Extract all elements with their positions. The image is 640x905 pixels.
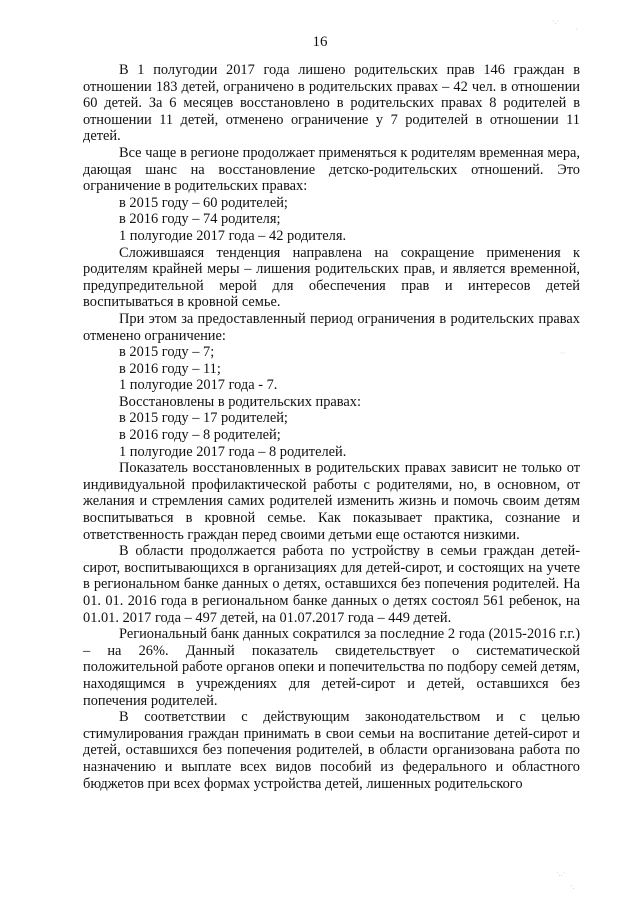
list-item-restored-2015: в 2015 году – 17 родителей; [119,410,288,427]
paragraph-databank-reduction: Региональный банк данных сократился за последние 2 года (2015-2016 г.г.) – на 26%. Данный показатель свидетельствует о систематической положительной работе органов опеки и попечительства по подбору семей детям, находящимся в учреждениях для детей-сирот и детей, оставшихся без попечения родителей. [83,626,580,709]
scan-noise: ·. [570,882,575,891]
paragraph-temporary-measure: Все чаще в регионе продолжает применяться к родителям временная мера, дающая шанс на восстановление детско-родительских отношений. Это ограничение в родительских правах: [83,144,580,195]
scan-noise: · [575,25,578,34]
scan-noise: ·· [560,349,566,358]
list-heading-restored: Восстановлены в родительских правах: [119,393,361,410]
scan-noise: ·..· [556,869,566,878]
list-item-lifted-2015: в 2015 году – 7; [119,344,215,361]
paragraph-indicator: Показатель восстановленных в родительских правах зависит не только от индивидуальной профилактической работы с родителями, но, в основном, от желания и стремления самих родителей изменить жизнь и помочь своим детям воспитываться в кровной семье. Как показывает практика, сознание и ответственность граждан перед своими детьми еще остаются низкими. [83,460,580,543]
document-body [83,62,580,792]
paragraph-deprivation-stats: В 1 полугодии 2017 года лишено родительских прав 146 граждан в отношении 183 детей, ограничено в родительских правах – 42 чел. в отношении 60 детей. За 6 месяцев восстановлено в родительских правах 8 родителей в отношении 11 детей, отменено ограничение у 7 родителей в отношении 11 детей. [83,62,580,145]
paragraph-restriction-lifted: При этом за предоставленный период ограничения в родительских правах отменено ограничение: [83,310,580,344]
paragraph-trend: Сложившаяся тенденция направлена на сокращение применения к родителям крайней меры – лишения родительских прав, и является временной, предупредительной мерой для обеспечения прав и интересов детей воспитываться в кровной семье. [83,244,580,311]
list-item-restriction-2017: 1 полугодие 2017 года – 42 родителя. [119,227,347,244]
list-item-restriction-2016: в 2016 году – 74 родителя; [119,211,281,228]
list-item-restored-2016: в 2016 году – 8 родителей; [119,427,281,444]
list-item-lifted-2017: 1 полугодие 2017 года - 7. [119,377,278,394]
paragraph-legislation: В соответствии с действующим законодательством и с целью стимулирования граждан принимать в свои семьи на воспитание детей-сирот и детей, оставшихся без попечения родителей, в области организована работа по назначению и выплате всех видов пособий из федерального и областного бюджетов при всех формах устройства детей, лишенных родительского [83,709,580,792]
page-number: 16 [312,34,328,50]
list-item-lifted-2016: в 2016 году – 11; [119,360,221,377]
paragraph-family-placement: В области продолжается работа по устройству в семьи граждан детей-сирот, воспитывающихся в организациях для детей-сирот, и состоящих на учете в региональном банке данных о детях, оставшихся без попечения родителей. На 01. 01. 2016 года в региональном банке данных о детях состоял 561 ребенок, на 01.01. 2017 года – 497 детей, на 01.07.2017 года – 449 детей. [83,543,580,626]
list-item-restored-2017: 1 полугодие 2017 года – 8 родителей. [119,443,347,460]
list-item-restriction-2015: в 2015 году – 60 родителей; [119,194,288,211]
scan-noise: ·.· [552,17,560,26]
